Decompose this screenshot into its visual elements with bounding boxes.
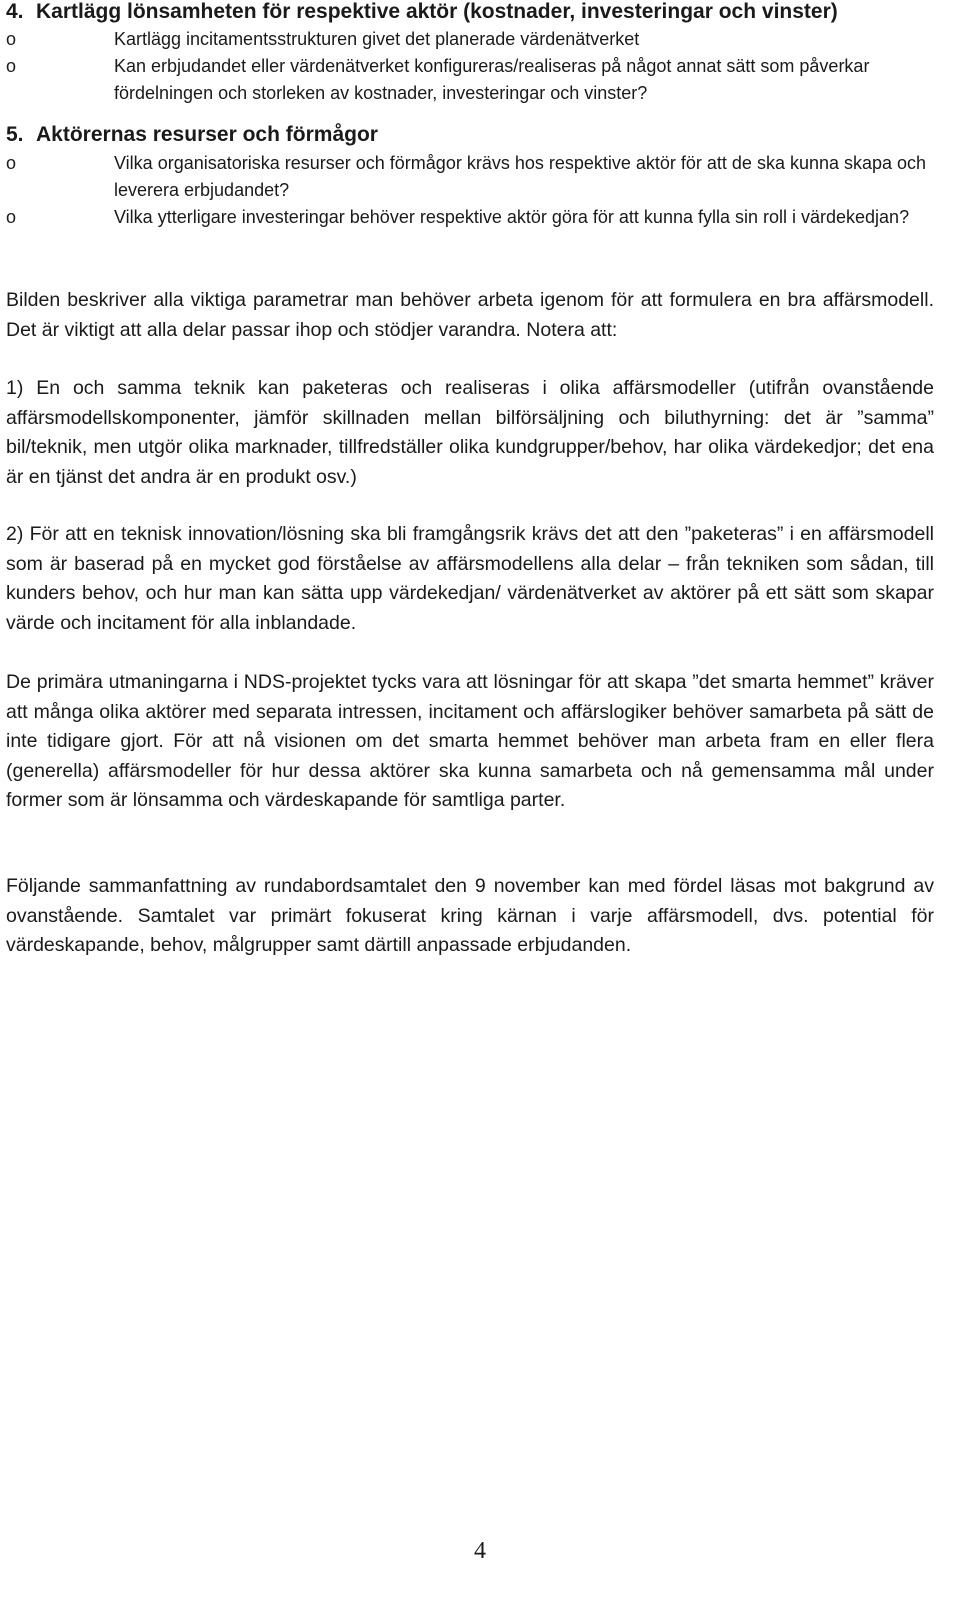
list-item bbox=[6, 53, 936, 107]
bullet-marker: o bbox=[6, 153, 17, 173]
section-title: Kartlägg lönsamheten för respektive aktör (kostnader, investeringar och vinster) bbox=[36, 0, 838, 23]
list-item-text: Kan erbjudandet eller värdenätverket konfigureras/realiseras på något annat sätt som påverkar fördelningen och storleken av kostnader, investeringar och vinster? bbox=[114, 56, 870, 103]
list-item-text: Vilka ytterligare investeringar behöver respektive aktör göra för att kunna fylla sin roll i värdekedjan? bbox=[114, 207, 910, 227]
body-paragraph: 2) För att en teknisk innovation/lösning ska bli framgångsrik krävs det att den ”paketeras” i en affärsmodell som är baserad på en mycket god förståelse av affärsmodellens alla delar – från tekniken som sådan, till kunders behov, och hur man kan sätta upp värdekedjan/ värdenätverket av aktörer på ett sätt som skapar värde och incitament för alla inblandade. bbox=[6, 523, 934, 634]
body-paragraph: 1) En och samma teknik kan paketeras och realiseras i olika affärsmodeller (utifrån ovanstående affärsmodellskomponenter, jämför skillnaden mellan bilförsäljning och biluthyrning: det är ”samma” bil/teknik, men utgör olika marknader, tillfredställer olika kundgrupper/behov, har olika värdekedjor; det ena är en tjänst det andra är en produkt osv.) bbox=[6, 377, 934, 488]
list-item bbox=[6, 26, 936, 53]
list-item-text: Vilka organisatoriska resurser och förmågor krävs hos respektive aktör för att de ska kunna skapa och leverera erbjudandet? bbox=[114, 153, 927, 200]
body-paragraph: Följande sammanfattning av rundabordsamtalet den 9 november kan med fördel läsas mot bakgrund av ovanstående. Samtalet var primärt fokuserat kring kärnan i varje affärsmodell, dvs. potential för värdeskapande, behov, målgrupper samt därtill anpassade erbjudanden. bbox=[6, 875, 934, 956]
section-number: 4. bbox=[6, 0, 24, 23]
section-heading-4 bbox=[6, 0, 946, 26]
section-title: Aktörernas resurser och förmågor bbox=[36, 123, 378, 146]
list-item bbox=[6, 150, 936, 204]
page-number: 4 bbox=[474, 1538, 486, 1564]
list-item-text: Kartlägg incitamentsstrukturen givet det planerade värdenätverket bbox=[114, 29, 640, 49]
body-paragraph: De primära utmaningarna i NDS-projektet tycks vara att lösningar för att skapa ”det smarta hemmet” kräver att många olika aktörer med separata intressen, incitament och affärslogiker behöver samarbeta på sätt de inte tidigare gjort. För att nå visionen om det smarta hemmet behöver man arbeta fram en eller flera (generella) affärsmodeller för hur dessa aktörer ska kunna samarbeta och nå gemensamma mål under former som är lönsamma och värdeskapande för samtliga parter. bbox=[6, 671, 934, 811]
list-item bbox=[6, 204, 936, 231]
bullet-marker: o bbox=[6, 56, 17, 76]
bullet-marker: o bbox=[6, 29, 17, 49]
section-number: 5. bbox=[6, 123, 24, 146]
body-paragraph: Bilden beskriver alla viktiga parametrar man behöver arbeta igenom för att formulera en bra affärsmodell. Det är viktigt att alla delar passar ihop och stödjer varandra. Notera att: bbox=[6, 289, 934, 341]
section-heading-5 bbox=[6, 121, 946, 149]
bullet-marker: o bbox=[6, 207, 17, 227]
